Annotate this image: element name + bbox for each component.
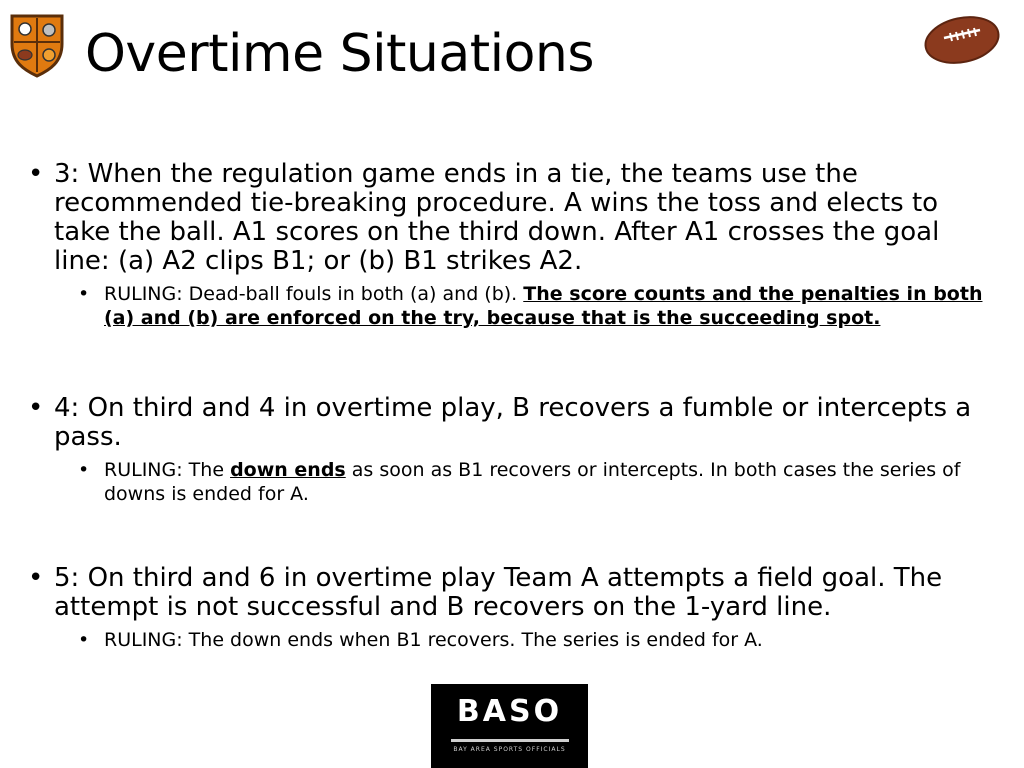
ruling-4-suffix: as soon as B1 recovers or intercepts. In both cases the series of downs is ended for A. — [104, 459, 961, 505]
situation-3 — [28, 160, 1000, 276]
ruling-4-prefix: RULING: The — [104, 459, 231, 481]
ruling-4: • RULING: The down ends as soon as B1 recovers or intercepts. In both cases the series of downs is ended for A. — [78, 459, 961, 505]
baso-logo-name: BASO — [456, 694, 563, 729]
baso-logo-tagline: BAY AREA SPORTS OFFICIALS — [453, 746, 566, 753]
ruling-5: • RULING: The down ends when B1 recovers. The series is ended for A. — [78, 629, 763, 651]
situation-3-text: 3: When the regulation game ends in a tie, the teams use the recommended tie-breaking procedure. A wins the toss and elects to take the ball. A1 scores on the third down. After A1 crosses the goal line: (a) A2 clips B1; or (b) B1 strikes A2. — [54, 159, 940, 276]
ruling-3-emphasis: The score counts and the penalties in both (a) and (b) are enforced on the try, because that is the succeeding spot. — [104, 283, 983, 329]
situation-5 — [28, 564, 1000, 622]
slide-content — [28, 160, 1000, 652]
page-title: Overtime Situations — [85, 24, 594, 84]
baso-logo — [431, 684, 588, 768]
football-icon — [922, 14, 1002, 66]
ruling-5-text: RULING: The down ends when B1 recovers. The series is ended for A. — [104, 629, 763, 651]
ruling-3-prefix: RULING: Dead-ball fouls in both (a) and (b). — [104, 283, 524, 305]
situation-5-text: 5: On third and 6 in overtime play Team A attempts a field goal. The attempt is not successful and B recovers on the 1-yard line. — [54, 563, 943, 622]
ruling-3: • RULING: Dead-ball fouls in both (a) and (b). The score counts and the penalties in both (a) and (b) are enforced on the try, because that is the succeeding spot. — [78, 283, 983, 329]
crest-shield-icon — [6, 10, 68, 78]
ruling-4-emphasis: down ends — [230, 459, 346, 481]
situation-4-text: 4: On third and 4 in overtime play, B recovers a fumble or intercepts a pass. — [54, 393, 972, 452]
situation-4 — [28, 394, 1000, 452]
